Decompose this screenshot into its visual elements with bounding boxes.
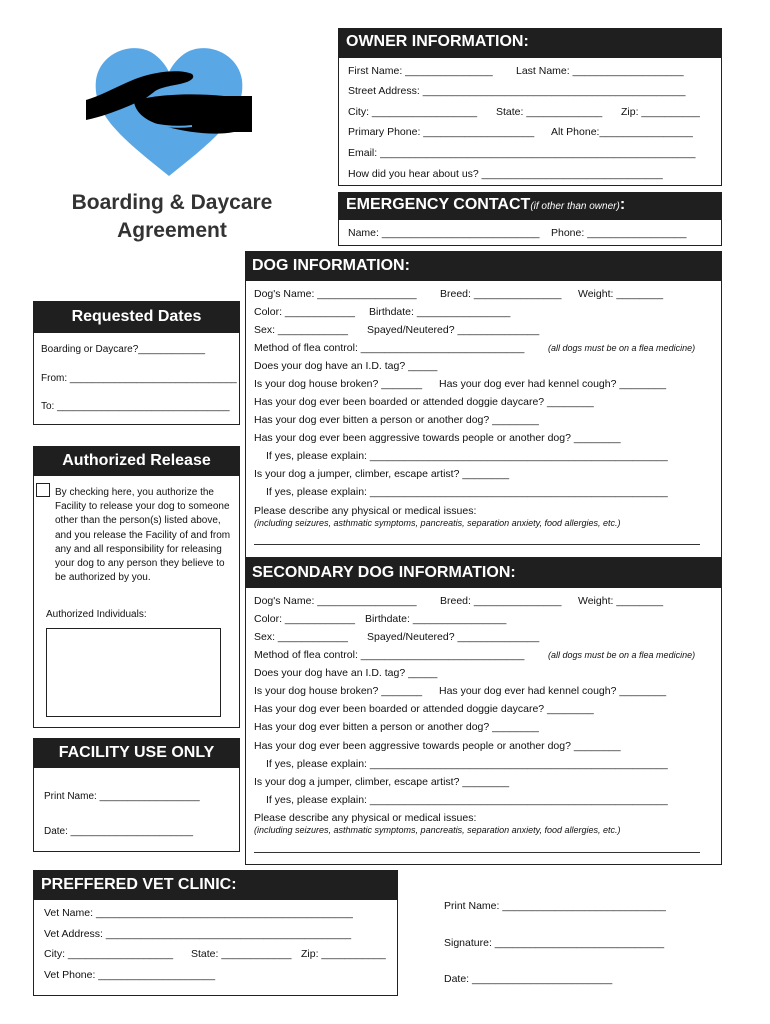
- dog-medical-line[interactable]: [254, 544, 700, 545]
- dog-weight-field[interactable]: Weight: ________: [578, 288, 664, 300]
- dog-name-field[interactable]: Dog's Name: _________________: [254, 288, 417, 300]
- dog2-medical-note: (including seizures, asthmatic symptoms, pancreatis, separation anxiety, food allergies, etc.): [254, 825, 621, 835]
- facility-heading: FACILITY USE ONLY: [33, 738, 240, 768]
- page-title: [40, 189, 304, 245]
- vet-state-field[interactable]: State: ____________: [191, 948, 292, 960]
- dog2-medical-line[interactable]: [254, 852, 700, 853]
- emergency-heading-colon: :: [619, 196, 626, 213]
- dog2-heading: SECONDARY DOG INFORMATION:: [245, 558, 722, 588]
- owner-state-field[interactable]: State: _____________: [496, 106, 603, 118]
- dog-kennel-cough-field[interactable]: Has your dog ever had kennel cough? ________: [439, 378, 667, 390]
- dog-breed-field[interactable]: Breed: _______________: [440, 288, 562, 300]
- emergency-phone-field[interactable]: Phone: _________________: [551, 227, 687, 239]
- signature-print-name-field[interactable]: Print Name: ____________________________: [444, 900, 666, 912]
- signature-field[interactable]: Signature: _____________________________: [444, 937, 665, 949]
- dog2-sex-field[interactable]: Sex: ____________: [254, 631, 349, 643]
- signature-date-field[interactable]: Date: ________________________: [444, 973, 613, 985]
- dog-explain-jumper-field[interactable]: If yes, please explain: ___________________________________________________: [266, 486, 668, 498]
- dog2-color-field[interactable]: Color: ____________: [254, 613, 356, 625]
- dog-id-tag-field[interactable]: Does your dog have an I.D. tag? _____: [254, 360, 438, 372]
- boarding-daycare-field[interactable]: Boarding or Daycare?____________: [41, 344, 206, 355]
- emergency-heading: [338, 192, 722, 220]
- dog-explain-aggressive-field[interactable]: If yes, please explain: ___________________________________________________: [266, 450, 668, 462]
- emergency-heading-text: EMERGENCY CONTACT: [346, 196, 531, 213]
- owner-heading: OWNER INFORMATION:: [338, 28, 722, 58]
- owner-hear-field[interactable]: How did you hear about us? _______________________________: [348, 168, 663, 180]
- dog-house-broken-field[interactable]: Is your dog house broken? _______: [254, 378, 423, 390]
- owner-email-field[interactable]: Email: ______________________________________________________: [348, 147, 696, 159]
- to-date-field[interactable]: To: _______________________________: [41, 401, 230, 412]
- facility-date-field[interactable]: Date: ______________________: [44, 826, 194, 837]
- dog2-explain-jumper-field[interactable]: If yes, please explain: ___________________________________________________: [266, 794, 668, 806]
- vet-address-field[interactable]: Vet Address: __________________________________________: [44, 928, 352, 940]
- title-line-2: Agreement: [117, 219, 227, 242]
- dog2-flea-note: (all dogs must be on a flea medicine): [548, 650, 696, 660]
- dog-jumper-field[interactable]: Is your dog a jumper, climber, escape artist? ________: [254, 468, 510, 480]
- dog2-jumper-field[interactable]: Is your dog a jumper, climber, escape artist? ________: [254, 776, 510, 788]
- dog2-medical-label: Please describe any physical or medical issues:: [254, 812, 477, 824]
- dog2-id-tag-field[interactable]: Does your dog have an I.D. tag? _____: [254, 667, 438, 679]
- authorized-individuals-label: Authorized Individuals:: [46, 609, 147, 620]
- dog-flea-note: (all dogs must be on a flea medicine): [548, 343, 696, 353]
- dog-medical-note: (including seizures, asthmatic symptoms, pancreatis, separation anxiety, food allergies, etc.): [254, 518, 621, 528]
- dog-bitten-field[interactable]: Has your dog ever bitten a person or another dog? ________: [254, 414, 539, 426]
- owner-primary-phone-field[interactable]: Primary Phone: ___________________: [348, 126, 535, 138]
- vet-name-field[interactable]: Vet Name: ____________________________________________: [44, 907, 353, 919]
- dog2-explain-aggressive-field[interactable]: If yes, please explain: ___________________________________________________: [266, 758, 668, 770]
- vet-phone-field[interactable]: Vet Phone: ____________________: [44, 969, 216, 981]
- dog2-kennel-cough-field[interactable]: Has your dog ever had kennel cough? ________: [439, 685, 667, 697]
- owner-zip-field[interactable]: Zip: __________: [621, 106, 700, 118]
- emergency-name-field[interactable]: Name: ___________________________: [348, 227, 540, 239]
- dog2-weight-field[interactable]: Weight: ________: [578, 595, 664, 607]
- dog-color-field[interactable]: Color: ____________: [254, 306, 356, 318]
- dog2-spayed-field[interactable]: Spayed/Neutered? ______________: [367, 631, 540, 643]
- dog-aggressive-field[interactable]: Has your dog ever been aggressive towards people or another dog? ________: [254, 432, 621, 444]
- release-text: By checking here, you authorize the Facility to release your dog to someone other than the person(s) listed above, and you release the Facility of and from any and all responsibility for releasing your dog to any person they believe to be authorized by you.: [55, 487, 231, 584]
- facility-print-name-field[interactable]: Print Name: __________________: [44, 791, 200, 802]
- dog2-birthdate-field[interactable]: Birthdate: ________________: [365, 613, 507, 625]
- heart-hand-icon: [84, 40, 254, 180]
- dog-heading: DOG INFORMATION:: [245, 251, 722, 281]
- dog2-aggressive-field[interactable]: Has your dog ever been aggressive towards people or another dog? ________: [254, 740, 621, 752]
- dog2-boarded-field[interactable]: Has your dog ever been boarded or attended doggie daycare? ________: [254, 703, 594, 715]
- dog2-house-broken-field[interactable]: Is your dog house broken? _______: [254, 685, 423, 697]
- vet-heading: PREFFERED VET CLINIC:: [33, 870, 398, 900]
- requested-dates-heading: Requested Dates: [33, 301, 240, 333]
- dog-medical-label: Please describe any physical or medical issues:: [254, 505, 477, 517]
- authorized-individuals-box[interactable]: [46, 628, 221, 717]
- vet-zip-field[interactable]: Zip: ___________: [301, 948, 386, 960]
- emergency-heading-note: (if other than owner): [530, 201, 620, 212]
- owner-alt-phone-field[interactable]: Alt Phone:________________: [551, 126, 693, 138]
- dog-sex-field[interactable]: Sex: ____________: [254, 324, 349, 336]
- dog-flea-field[interactable]: Method of flea control: ____________________________: [254, 342, 525, 354]
- from-date-field[interactable]: From: ______________________________: [41, 373, 237, 384]
- dog2-flea-field[interactable]: Method of flea control: ____________________________: [254, 649, 525, 661]
- owner-city-field[interactable]: City: __________________: [348, 106, 478, 118]
- owner-last-name-field[interactable]: Last Name: ___________________: [516, 65, 684, 77]
- logo: [84, 40, 254, 180]
- dog-spayed-field[interactable]: Spayed/Neutered? ______________: [367, 324, 540, 336]
- dog2-name-field[interactable]: Dog's Name: _________________: [254, 595, 417, 607]
- owner-street-field[interactable]: Street Address: _____________________________________________: [348, 85, 686, 97]
- dog-boarded-field[interactable]: Has your dog ever been boarded or attended doggie daycare? ________: [254, 396, 594, 408]
- title-line-1: Boarding & Daycare: [71, 191, 273, 214]
- vet-city-field[interactable]: City: __________________: [44, 948, 174, 960]
- dog2-bitten-field[interactable]: Has your dog ever bitten a person or another dog? ________: [254, 721, 539, 733]
- dog-birthdate-field[interactable]: Birthdate: ________________: [369, 306, 511, 318]
- release-checkbox[interactable]: [36, 483, 50, 497]
- dog2-breed-field[interactable]: Breed: _______________: [440, 595, 562, 607]
- owner-first-name-field[interactable]: First Name: _______________: [348, 65, 493, 77]
- authorized-release-heading: Authorized Release: [33, 446, 240, 476]
